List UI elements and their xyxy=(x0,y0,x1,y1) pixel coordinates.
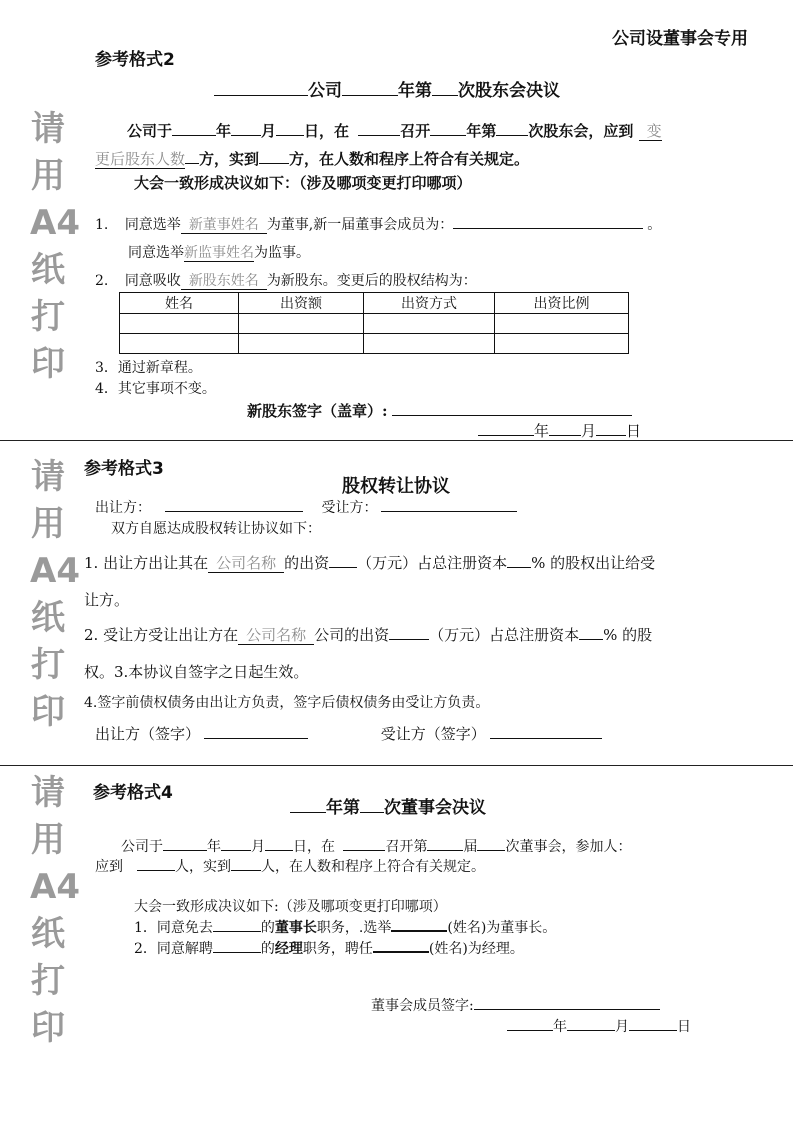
table-cell[interactable] xyxy=(495,334,629,354)
section-divider xyxy=(0,765,793,766)
blank-line[interactable] xyxy=(259,149,289,164)
table-header: 出资额 xyxy=(239,293,364,314)
blank-line[interactable] xyxy=(432,81,458,96)
blank-line[interactable] xyxy=(478,421,534,436)
table-cell[interactable] xyxy=(120,314,239,334)
fill-field[interactable]: 新董事姓名 xyxy=(181,217,267,234)
side-char: 打 xyxy=(31,645,65,685)
blank-line[interactable] xyxy=(185,149,199,164)
resolution-item: 2. 同意吸收 新股东姓名 为新股东。变更后的股权结构为： xyxy=(95,273,477,289)
resolution-title xyxy=(214,76,560,101)
blank-line[interactable] xyxy=(579,625,603,640)
resolution-item: 同意选举新监事姓名为监事。 xyxy=(128,245,310,261)
fill-field[interactable]: 变 xyxy=(639,122,662,141)
blank-line[interactable] xyxy=(629,1016,677,1031)
blank-line[interactable] xyxy=(507,1016,553,1031)
resolution-intro: 大会一致形成决议如下：（涉及哪项变更打印哪项） xyxy=(134,174,472,192)
board-signature-line: 董事会成员签字: xyxy=(371,995,660,1015)
signature-field[interactable] xyxy=(490,724,602,739)
fill-field[interactable]: 新股东姓名 xyxy=(181,273,267,290)
blank-line[interactable] xyxy=(213,917,261,932)
table-row xyxy=(120,314,629,334)
board-paragraph: 公司于 年 月 日，在 召开第 届 次董事会，参加人： xyxy=(121,836,631,856)
signature-field[interactable] xyxy=(204,724,308,739)
signature-field[interactable] xyxy=(474,995,660,1010)
table-cell[interactable] xyxy=(239,334,364,354)
side-char: 请 xyxy=(31,773,65,813)
fill-field[interactable]: 公司名称 xyxy=(208,554,284,573)
table-header-row xyxy=(120,293,629,314)
side-char: A4 xyxy=(30,551,80,591)
blank-line[interactable] xyxy=(477,836,505,851)
side-char: A4 xyxy=(30,203,80,243)
side-char: 请 xyxy=(31,109,65,149)
blank-line[interactable] xyxy=(496,121,528,136)
blank-line[interactable] xyxy=(221,836,251,851)
side-char: 纸 xyxy=(31,914,65,954)
clause-2-cont: 权。3.本协议自签字之日起生效。 xyxy=(84,663,309,681)
side-char: 请 xyxy=(31,457,65,497)
blank-line[interactable] xyxy=(231,121,261,136)
section-heading: 参考格式3 xyxy=(84,459,164,479)
side-print-notice xyxy=(30,770,80,1052)
section-heading: 参考格式2 xyxy=(95,50,175,70)
blank-line[interactable] xyxy=(137,856,175,871)
blank-line[interactable] xyxy=(163,836,207,851)
table-cell[interactable] xyxy=(364,314,495,334)
title-text: 次股东会决议 xyxy=(458,81,560,101)
table-cell[interactable] xyxy=(495,314,629,334)
side-print-notice xyxy=(30,454,80,736)
table-header: 出资方式 xyxy=(364,293,495,314)
parties-line: 出让方： 受让方： xyxy=(95,497,517,517)
equity-table xyxy=(119,292,629,354)
blank-line[interactable] xyxy=(453,214,643,229)
blank-line[interactable] xyxy=(290,798,326,813)
blank-line[interactable] xyxy=(358,121,400,136)
blank-line[interactable] xyxy=(427,836,463,851)
blank-line[interactable] xyxy=(343,836,385,851)
blank-line[interactable] xyxy=(507,553,531,568)
agreement-title: 股权转让协议 xyxy=(342,476,450,497)
clause-4: 4.签字前债权债务由出让方负责，签字后债权债务由受让方负责。 xyxy=(84,695,490,711)
side-char: 用 xyxy=(31,504,65,544)
resolution-item: 3．通过新章程。 xyxy=(95,360,202,376)
signature-line: 新股东签字（盖章）: xyxy=(247,400,632,421)
blank-line[interactable] xyxy=(329,553,357,568)
side-char: 打 xyxy=(31,297,65,337)
resolution-item: 1. 同意选举 新董事姓名 为董事,新一届董事会成员为： 。 xyxy=(95,214,661,234)
resolution-item: 4．其它事项不变。 xyxy=(95,381,216,397)
blank-line[interactable] xyxy=(391,916,447,932)
fill-field[interactable]: 公司名称 xyxy=(238,626,314,645)
side-print-notice xyxy=(30,106,80,388)
blank-line[interactable] xyxy=(276,121,304,136)
signature-field[interactable] xyxy=(392,401,632,416)
table-header: 姓名 xyxy=(120,293,239,314)
blank-line[interactable] xyxy=(549,421,581,436)
blank-line[interactable] xyxy=(389,625,429,640)
side-char: A4 xyxy=(30,867,80,907)
section-heading: 参考格式4 xyxy=(93,783,173,803)
table-header: 出资比例 xyxy=(495,293,629,314)
blank-line[interactable] xyxy=(596,421,626,436)
side-char: 印 xyxy=(31,344,65,384)
corner-label: 公司设董事会专用 xyxy=(612,29,748,49)
blank-line[interactable] xyxy=(231,856,261,871)
date-line: 年 月 日 xyxy=(478,420,641,441)
side-char: 印 xyxy=(31,1008,65,1048)
clause-2: 2. 受让方受让出让方在 公司名称 公司的出资 （万元）占总注册资本 % 的股 xyxy=(84,626,653,644)
blank-line[interactable] xyxy=(214,81,308,96)
board-paragraph-cont: 应到 人，实到 人，在人数和程序上符合有关规定。 xyxy=(95,856,485,876)
clause-1: 1. 出让方出让其在 公司名称 的出资 （万元）占总注册资本 % 的股权出让给受 xyxy=(84,554,656,572)
agreement-signatures: 出让方（签字） 受让方（签字） xyxy=(95,723,602,744)
fill-field[interactable]: 更后股东人数 xyxy=(95,150,186,168)
board-item: 1．同意免去 的董事长职务，.选举 (姓名)为董事长。 xyxy=(134,916,556,937)
fill-field[interactable]: 新监事姓名 xyxy=(184,245,254,261)
blank-line[interactable] xyxy=(360,798,384,813)
blank-line[interactable] xyxy=(342,81,398,96)
side-char: 印 xyxy=(31,692,65,732)
side-char: 打 xyxy=(31,961,65,1001)
table-cell[interactable] xyxy=(120,334,239,354)
blank-line[interactable] xyxy=(172,121,216,136)
table-cell[interactable] xyxy=(364,334,495,354)
blank-line[interactable] xyxy=(213,938,261,953)
side-char: 用 xyxy=(31,156,65,196)
meeting-paragraph: 公司于 年 月 日，在 召开 年第 次股东会，应到 变 xyxy=(127,122,662,140)
title-text: 公司 xyxy=(308,81,342,101)
side-char: 纸 xyxy=(31,250,65,290)
table-cell[interactable] xyxy=(239,314,364,334)
blank-line[interactable] xyxy=(265,836,293,851)
side-char: 用 xyxy=(31,820,65,860)
blank-line[interactable] xyxy=(430,121,466,136)
side-char: 纸 xyxy=(31,598,65,638)
board-resolution-title: 年第 次董事会决议 xyxy=(290,793,486,818)
section-divider xyxy=(0,440,793,441)
table-row xyxy=(120,334,629,354)
clause-1-cont: 让方。 xyxy=(84,591,130,609)
board-item: 2．同意解聘 的经理职务，聘任 (姓名)为经理。 xyxy=(134,937,524,958)
date-line: 年 月 日 xyxy=(507,1016,691,1036)
board-intro: 大会一致形成决议如下:（涉及哪项变更打印哪项） xyxy=(134,899,447,915)
blank-line[interactable] xyxy=(373,937,429,953)
seller-field[interactable] xyxy=(165,497,303,512)
title-text: 年第 xyxy=(398,81,432,101)
agreement-intro: 双方自愿达成股权转让协议如下： xyxy=(111,521,321,537)
buyer-field[interactable] xyxy=(381,497,517,512)
blank-line[interactable] xyxy=(567,1016,615,1031)
meeting-paragraph-cont: 更后股东人数 方，实到 方，在人数和程序上符合有关规定。 xyxy=(95,150,530,168)
